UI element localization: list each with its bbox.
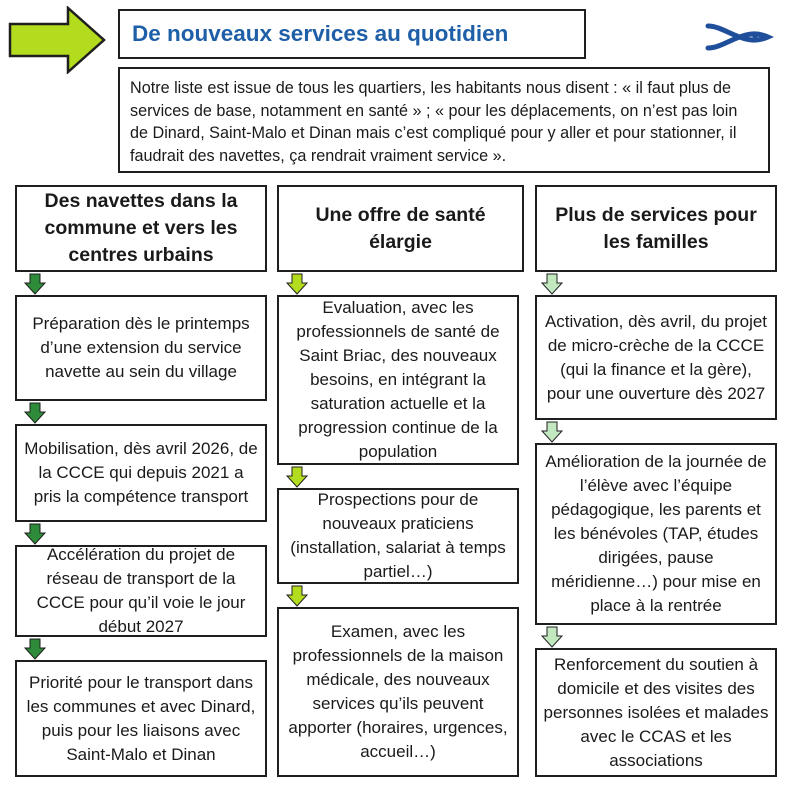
column-2-item-1: Evaluation, avec les professionnels de santé de Saint Briac, des nouveaux besoins, en intégrant la saturation actuelle et la progression continue de la population [277, 295, 519, 465]
down-arrow-icon [24, 273, 46, 295]
down-arrow-icon [541, 421, 563, 443]
intro-paragraph [118, 67, 770, 173]
down-arrow-icon [24, 638, 46, 660]
down-arrow-icon [286, 466, 308, 488]
fish-logo-icon [704, 22, 774, 52]
column-3-heading: Plus de services pour les familles [535, 185, 777, 272]
page-title-text: De nouveaux services au quotidien [132, 21, 509, 46]
column-1-item-3: Accélération du projet de réseau de transport de la CCCE pour qu’il voie le jour début 2027 [15, 545, 267, 637]
column-1-item-2: Mobilisation, dès avril 2026, de la CCCE qui depuis 2021 a pris la compétence transport [15, 424, 267, 522]
column-3-item-3: Renforcement du soutien à domicile et des visites des personnes isolées et malades avec le CCAS et les associations [535, 648, 777, 777]
column-1-item-1: Préparation dès le printemps d’une extension du service navette au sein du village [15, 295, 267, 401]
column-2-item-2: Prospections pour de nouveaux praticiens (installation, salariat à temps partiel…) [277, 488, 519, 584]
down-arrow-icon [286, 273, 308, 295]
down-arrow-icon [286, 585, 308, 607]
down-arrow-icon [24, 402, 46, 424]
down-arrow-icon [541, 626, 563, 648]
column-2-item-3: Examen, avec les professionnels de la maison médicale, des nouveaux services qu’ils peuvent apporter (horaires, urgences, accueil…) [277, 607, 519, 777]
intro-text: Notre liste est issue de tous les quartiers, les habitants nous disent : « il faut plus de services de base, notamment en santé » ; « pour les déplacements, on n’est pas loin de Dinard, Saint-Malo et Dinan mais c’est compliqué pour y aller et pour stationner, il faudrait des navettes, ça rendrait vraiment service ». [130, 79, 738, 165]
column-3-item-1: Activation, dès avril, du projet de micro-crèche de la CCCE (qui la finance et la gère), pour une ouverture dès 2027 [535, 295, 777, 420]
column-1-item-4: Priorité pour le transport dans les communes et avec Dinard, puis pour les liaisons avec Saint-Malo et Dinan [15, 660, 267, 777]
down-arrow-icon [541, 273, 563, 295]
column-3-item-2: Amélioration de la journée de l’élève avec l’équipe pédagogique, les parents et les bénévoles (TAP, études dirigées, pause méridienne…) pour mise en place à la rentrée [535, 443, 777, 625]
column-1-heading: Des navettes dans la commune et vers les centres urbains [15, 185, 267, 272]
down-arrow-icon [24, 523, 46, 545]
column-2-heading: Une offre de santé élargie [277, 185, 524, 272]
green-right-arrow-icon [8, 6, 106, 74]
page-title [118, 9, 586, 59]
